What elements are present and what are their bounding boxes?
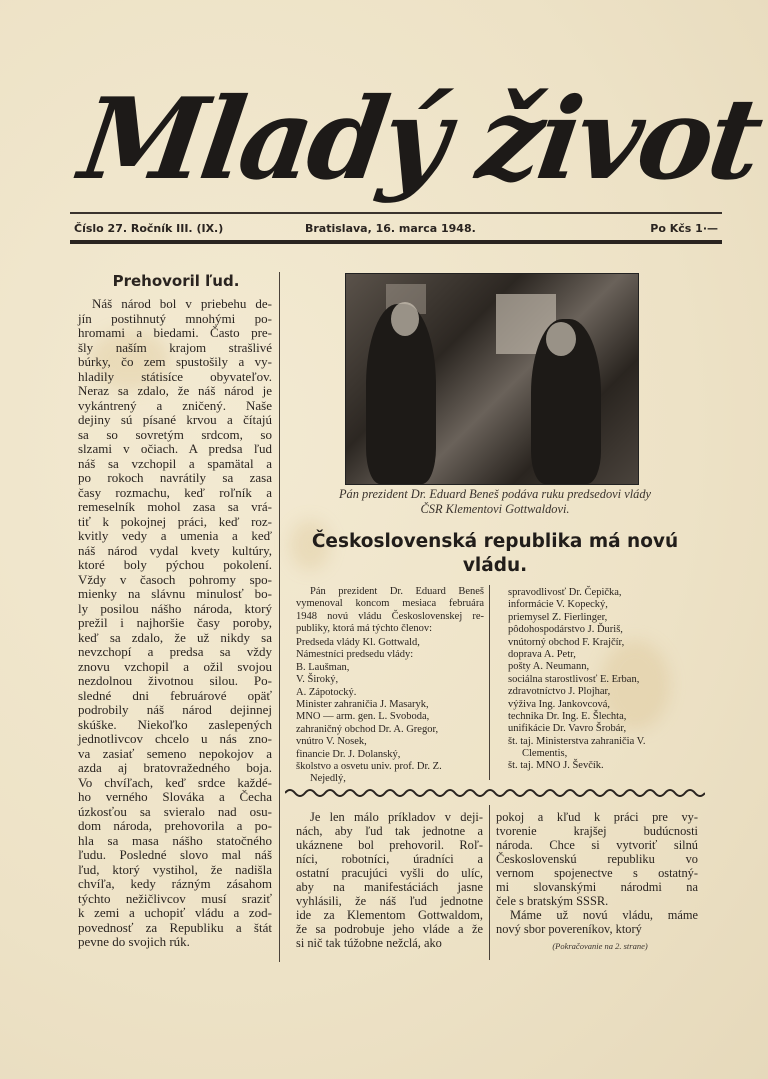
text-line: ostatní pracujúci vyšli do ulíc, <box>296 866 483 880</box>
text-line: dom národa, prehovorila a po- <box>78 818 272 833</box>
government-member-line: pôdohospodárstvo J. Ďuriš, <box>508 624 623 636</box>
price: Po Kčs 1·— <box>650 222 718 235</box>
text-line: 1948 novú vládu Československej re- <box>296 610 484 622</box>
text-line: sledné dni februárové opäť <box>78 687 272 703</box>
government-member-line: doprava A. Petr, <box>508 648 576 660</box>
text-line: podrobily náš národ dejinnej <box>78 702 272 717</box>
place-date: Bratislava, 16. marca 1948. <box>305 222 476 235</box>
government-member-line: priemysel Z. Fierlinger, <box>508 611 608 623</box>
text-line: keď sa zdalo, že už nikdy sa <box>78 629 272 645</box>
masthead-title: Mladý život <box>72 74 767 205</box>
text-line: po rokoch navrátily sa zasa <box>78 470 272 485</box>
text-line: Je len málo príkladov v deji- <box>310 810 483 824</box>
text-line: mi slovanskými národmi na <box>496 880 698 894</box>
government-member-line: školstvo a osvetu univ. prof. Dr. Z. <box>296 760 442 772</box>
text-line: búrky, čo zem spustošily a vy- <box>78 354 272 369</box>
text-line: ukáznene bol prehovoril. Roľ- <box>296 838 483 852</box>
column-divider <box>489 585 490 780</box>
government-member-line: unifikácie Dr. Vavro Šrobár, <box>508 723 627 735</box>
text-line: si nič tak túžobne nežclá, ako <box>296 936 442 950</box>
text-line: aby na manifestáciách jasne <box>296 880 483 894</box>
text-line: Vo chvíľach, keď srdce každé- <box>78 774 272 790</box>
issue-number: Číslo 27. Ročník III. (IX.) <box>74 222 224 235</box>
column-divider <box>489 805 490 960</box>
text-line: týchto nežičlivcov musí sraziť <box>78 890 272 906</box>
government-member-line: informácie V. Kopecký, <box>508 599 608 611</box>
text-line: že sa podrobuje jeho vláde a že <box>296 922 483 936</box>
text-line: jednotlivcov chcelo u nás zno- <box>78 731 272 746</box>
government-member-line: Námestníci predsedu vlády: <box>296 649 414 661</box>
text-line: šly naším krajom strašlivé <box>78 339 272 355</box>
photo-face <box>546 322 576 356</box>
text-line: publiky, ktorá má týchto členov: <box>296 623 433 635</box>
photo-face <box>391 302 419 336</box>
text-line: prežil i najhoršie časy poroby, <box>78 615 272 630</box>
text-line: nách, aby ľud tak jednotne a <box>296 824 483 838</box>
government-member-line: financie Dr. J. Dolanský, <box>296 748 401 760</box>
text-line: skúške. Niekoľko zaslepených <box>78 716 272 732</box>
government-member-line: pošty A. Neumann, <box>508 661 590 673</box>
text-line: národa. Chce si vytvoriť silnú <box>496 838 698 852</box>
text-line: náš sa vzchopil a spamätal a <box>78 455 272 471</box>
text-line: ide za Klementom Gottwaldom, <box>296 908 483 922</box>
text-line: Neraz sa zdalo, že náš národ je <box>78 383 272 398</box>
government-member-line: vnútorný obchod F. Krajčír, <box>508 636 625 648</box>
text-line: k zemi a uchopiť vládu a zod- <box>78 905 272 920</box>
text-line: tvorenie krajšej budúcnosti <box>496 824 698 838</box>
government-member-line: št. taj. Ministerstva zahraničia V. <box>508 735 646 747</box>
text-line: Náš národ bol v priebehu de- <box>92 296 272 311</box>
text-line: úzkosťou sa svieralo nad osu- <box>78 803 272 819</box>
text-line: Máme už novú vládu, máme <box>510 908 698 922</box>
text-line: pevne do svojich rúk. <box>78 934 190 949</box>
government-member-line: B. Laušman, <box>296 661 350 673</box>
left-article-body <box>78 297 272 950</box>
government-member-line: Clementis, <box>522 748 568 760</box>
text-line: kvitly vedy a umenia a keď <box>78 528 272 543</box>
text-line: ktoré boly pýchou pokolení. <box>78 557 272 572</box>
text-line: náš národ vydal kvety kultúry, <box>78 542 272 558</box>
text-line: pokoj a kľud k práci pre vy- <box>496 810 698 824</box>
government-member-line: Predseda vlády Kl. Gottwald, <box>296 637 420 648</box>
text-line: časy rozmachu, keď roľník a <box>78 484 272 500</box>
headline-line: vládu. <box>462 555 528 576</box>
text-line: tiť k pokojnej práci, keď roz- <box>78 513 272 529</box>
text-line: sa so sovretým srdcom, so <box>78 426 272 442</box>
left-article-title: Prehovoril ľud. <box>112 272 240 290</box>
text-line: povednosť za Republiku a štát <box>78 919 272 935</box>
photo-caption <box>285 487 705 517</box>
text-line: hromami a biedami. Často pre- <box>78 325 272 340</box>
text-line: Pán prezident Dr. Eduard Beneš <box>310 586 484 597</box>
text-line: ly posilou nášho národa, ktorý <box>78 600 272 616</box>
government-member-line: výživa Ing. Jankovcová, <box>508 698 611 710</box>
government-intro <box>296 586 484 636</box>
government-member-line: A. Zápotocký. <box>296 686 357 698</box>
text-line: jín postihnutý mnohými po- <box>78 310 272 326</box>
government-member-line: technika Dr. Ing. E. Šlechta, <box>508 710 627 722</box>
government-member-line: vnútro V. Nosek, <box>296 736 367 748</box>
text-line: dejiny sú písané krvou a čítajú <box>78 412 272 427</box>
government-member-line: sociálna starostlivosť E. Erban, <box>508 673 640 685</box>
news-photo <box>345 273 639 485</box>
text-line: níci, robotníci, úradníci a <box>296 852 483 866</box>
main-body-right <box>496 810 698 936</box>
text-line: nevzchopí a predsa sa vždy <box>78 644 272 659</box>
text-line: čele s bratským SSSR. <box>496 894 609 908</box>
caption-line: Pán prezident Dr. Eduard Beneš podáva ruku predsedovi vlády <box>338 487 652 501</box>
text-line: slzami v očiach. A predsa ľud <box>78 441 272 456</box>
text-line: nový sbor povereníkov, ktorý <box>496 922 642 936</box>
text-line: hladily státisíce obyvateľov. <box>78 368 272 384</box>
column-divider <box>279 272 280 962</box>
government-member-line: št. taj. MNO J. Ševčík. <box>508 760 604 772</box>
government-members-right <box>508 587 708 773</box>
continued-note: (Pokračovanie na 2. strane) <box>552 941 648 951</box>
text-line: ľud, ktorý vystihol, že nadišla <box>78 861 272 877</box>
text-line: vymenoval koncom mesiaca februára <box>296 598 484 610</box>
text-line: azda aj bratovražedného boja. <box>78 760 272 775</box>
header-rule-thick <box>70 240 722 244</box>
text-line: hla sa masa nášho statočného <box>78 832 272 848</box>
text-line: ho verného Slováka a Čecha <box>78 789 272 804</box>
text-line: ľudu. Posledné slovo mal náš <box>78 847 272 862</box>
text-line: Československú republiku vo <box>496 852 698 866</box>
wavy-divider <box>285 787 705 799</box>
headline-line: Československá republika má novú <box>311 531 679 552</box>
text-line: Vždy v časoch pohromy spo- <box>78 571 272 587</box>
text-line: mienky na slávnu minulosť bo- <box>78 586 272 601</box>
text-line: va zasiať semeno nepokojov a <box>78 745 272 761</box>
main-body-left <box>296 810 483 950</box>
text-line: nezdolnou životnou silou. Po- <box>78 673 272 688</box>
government-member-line: MNO — arm. gen. L. Svoboda, <box>296 711 430 723</box>
caption-line: ČSR Klementovi Gottwaldovi. <box>420 502 570 516</box>
government-member-line: V. Široký, <box>296 674 339 686</box>
text-line: vyhlásili, že náš ľud jednotne <box>296 894 483 908</box>
text-line: chvíľa, kedy rázným zásahom <box>78 876 272 891</box>
text-line: znovu vzchopil a ožil svojou <box>78 658 272 674</box>
government-member-line: Nejedlý, <box>310 773 346 785</box>
main-headline <box>285 530 705 578</box>
header-rule <box>70 212 722 214</box>
government-member-line: zahraničný obchod Dr. A. Gregor, <box>296 723 439 735</box>
government-members-left <box>296 637 484 786</box>
government-member-line: zdravotníctvo J. Plojhar, <box>508 686 611 698</box>
government-member-line: spravodlivosť Dr. Čepička, <box>508 587 622 598</box>
government-member-line: Minister zahraničia J. Masaryk, <box>296 698 429 710</box>
text-line: vykántrený a zničený. Naše <box>78 397 272 413</box>
text-line: remeselník mohol zasa sa vrá- <box>78 499 272 514</box>
text-line: vernom spojenectve s ostatný- <box>496 866 698 880</box>
